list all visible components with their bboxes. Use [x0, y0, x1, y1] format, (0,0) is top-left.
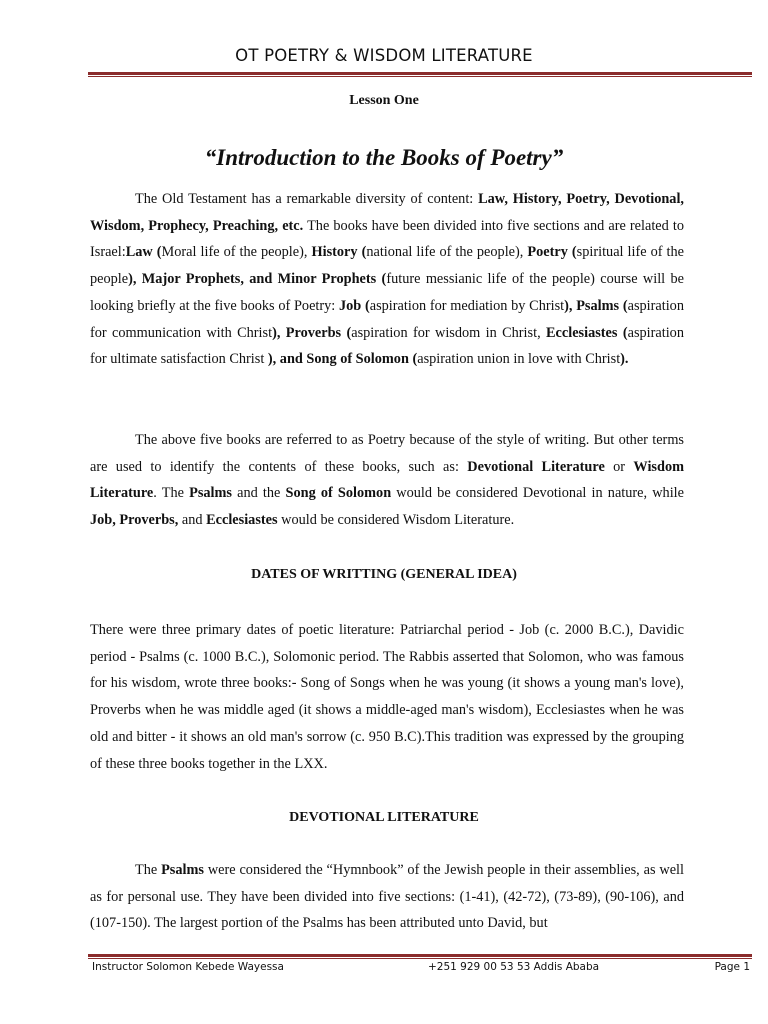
- text-run: ), Major Prophets, and Minor Prophets (: [128, 271, 387, 288]
- footer-page-number: Page 1: [714, 961, 750, 973]
- paragraph-five-books: [90, 427, 684, 534]
- text-run: aspiration union in love with Christ: [417, 351, 621, 368]
- text-run: and: [178, 512, 207, 529]
- text-run: The above five books are referred to as Poetry because of the style of writing. But other terms are used to identify the contents of these books, such as:: [90, 432, 684, 475]
- footer-divider: [88, 954, 752, 959]
- text-run: and the: [232, 485, 286, 502]
- text-run: aspiration for communication with Christ: [90, 297, 684, 341]
- text-run: ), Psalms (: [564, 297, 628, 314]
- text-run: . The: [153, 485, 190, 502]
- text-run: Song of Solomon: [285, 485, 392, 502]
- footer-contact: +251 929 00 53 53 Addis Ababa: [428, 961, 600, 973]
- text-run: aspiration for mediation by Christ: [369, 297, 565, 314]
- paragraph-dates: [90, 617, 684, 777]
- text-run: Ecclesiastes: [206, 512, 278, 529]
- text-run: There were three primary dates of poetic literature: Patriarchal period - Job (c. 2000 B.C.), Davidic period - Psalms (c. 1000 B.C.), Solomonic period. The Rabbis asserted that Solomon, who was famous for his wisdom, wrote three books:- Song of Songs when he was young (it shows a young man's love), Proverbs when he was middle aged (it shows a middle-aged man's wisdom), Ecclesiastes when he was old and bitter - it shows an old man's sorrow (c. 950 B.C).This tradition was expressed by the grouping of these three books together in the LXX.: [90, 622, 684, 772]
- text-run: Psalms: [161, 862, 204, 878]
- text-run: national life of the people),: [366, 244, 528, 261]
- text-run: spiritual life of the people: [90, 244, 685, 288]
- text-run: future messianic life of the people) course will be looking briefly at the five books of Poetry:: [90, 271, 685, 314]
- document-header-title: OT POETRY & WISDOM LITERATURE: [235, 46, 533, 65]
- text-run: Moral life of the people),: [161, 244, 312, 261]
- text-run: Ecclesiastes (: [546, 324, 628, 341]
- text-run: would be considered Devotional in nature, while: [391, 485, 684, 502]
- footer-instructor: Instructor Solomon Kebede Wayessa: [92, 961, 284, 973]
- text-run: Poetry (: [527, 244, 577, 261]
- lesson-label: Lesson One: [349, 93, 419, 108]
- paragraph-intro: [90, 186, 684, 373]
- text-run: or: [604, 458, 634, 475]
- text-run: Law: [125, 244, 153, 261]
- text-run: The: [135, 862, 162, 878]
- text-run: ).: [620, 351, 629, 368]
- text-run: The books have been divided into five sections and are related to Israel:: [90, 217, 684, 261]
- text-run: The Old Testament has a remarkable diversity of content:: [135, 191, 479, 207]
- text-run: Law, History, Poetry, Devotional, Wisdom, Prophecy, Preaching, etc.: [90, 191, 684, 234]
- text-run: aspiration for wisdom in Christ,: [351, 324, 546, 341]
- text-run: ), Proverbs (: [272, 324, 352, 341]
- text-run: Job (: [339, 297, 370, 314]
- text-run: aspiration for ultimate satisfaction Christ: [90, 324, 684, 368]
- text-run: Job, Proverbs,: [90, 512, 179, 529]
- page-title: “Introduction to the Books of Poetry”: [204, 145, 564, 170]
- text-run: Devotional Literature: [467, 458, 605, 475]
- header-divider: [88, 72, 752, 77]
- heading-dates-of-writing: DATES OF WRITTING (GENERAL IDEA): [251, 567, 517, 582]
- text-run: ), and Song of Solomon (: [267, 351, 418, 368]
- text-run: History (: [311, 244, 367, 261]
- text-run: Wisdom Literature: [90, 458, 685, 502]
- text-run: Psalms: [189, 485, 232, 502]
- text-run: would be considered Wisdom Literature.: [277, 512, 515, 529]
- heading-devotional-literature: DEVOTIONAL LITERATURE: [289, 810, 479, 825]
- text-run: were considered the “Hymnbook” of the Jewish people in their assemblies, as well as for personal use. They have been divided into five sections: (1-41), (42-72), (73-89), (90-106), and (107-150). The largest portion of the Psalms has been attributed unto David, but: [90, 862, 684, 932]
- paragraph-devotional: [90, 857, 684, 937]
- text-run: (: [152, 244, 162, 261]
